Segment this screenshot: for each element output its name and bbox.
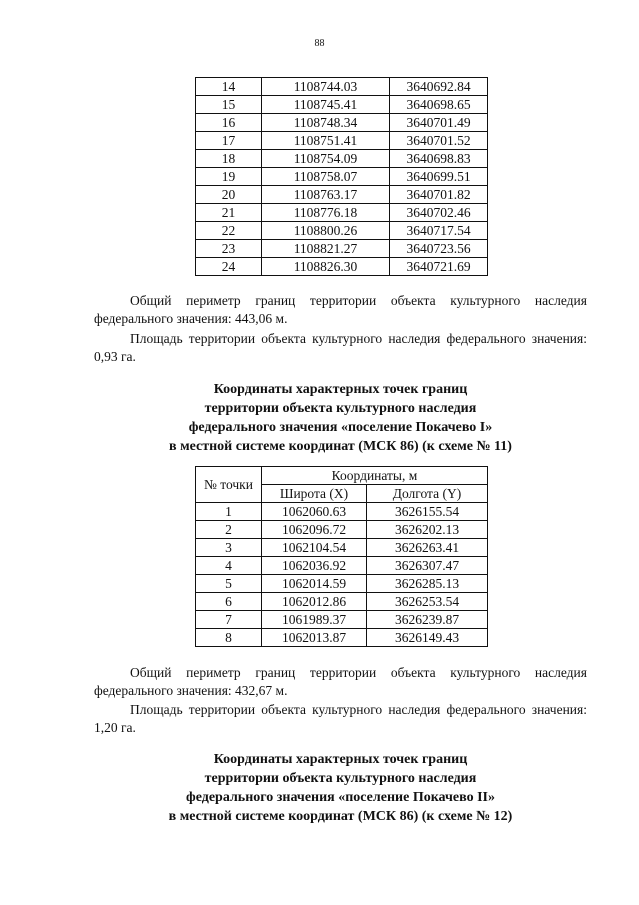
perimeter-paragraph-2	[94, 664, 587, 700]
point-number-cell: 1	[196, 503, 262, 521]
latitude-cell: 1108763.17	[262, 186, 390, 204]
perimeter-text-2: Общий периметр границ территории объекта культурного наследия федерального значения: 432,67 м.	[94, 665, 587, 698]
heading-line: Координаты характерных точек границ	[213, 752, 468, 767]
header-latitude: Широта (X)	[262, 485, 367, 503]
table-row	[196, 521, 488, 539]
point-number-cell: 2	[196, 521, 262, 539]
latitude-cell: 1062014.59	[262, 575, 367, 593]
header-coordinates: Координаты, м	[262, 467, 488, 485]
table-row	[196, 258, 488, 276]
latitude-cell: 1108744.03	[262, 78, 390, 96]
longitude-cell: 3640698.83	[390, 150, 488, 168]
longitude-cell: 3640721.69	[390, 258, 488, 276]
table-row	[196, 629, 488, 647]
longitude-cell: 3640717.54	[390, 222, 488, 240]
latitude-cell: 1108751.41	[262, 132, 390, 150]
latitude-cell: 1062013.87	[262, 629, 367, 647]
table-row	[196, 557, 488, 575]
point-number-cell: 14	[196, 78, 262, 96]
latitude-cell: 1062060.63	[262, 503, 367, 521]
point-number-cell: 18	[196, 150, 262, 168]
longitude-cell: 3626239.87	[367, 611, 488, 629]
table-row	[196, 150, 488, 168]
area-text-1: Площадь территории объекта культурного наследия федерального значения: 0,93 га.	[94, 331, 587, 364]
point-number-cell: 17	[196, 132, 262, 150]
longitude-cell: 3640698.65	[390, 96, 488, 114]
point-number-cell: 23	[196, 240, 262, 258]
table-row	[196, 168, 488, 186]
table-row	[196, 222, 488, 240]
perimeter-paragraph-1	[94, 292, 587, 328]
point-number-cell: 3	[196, 539, 262, 557]
section-heading-pokachevo-2	[94, 750, 587, 826]
section-heading-pokachevo-1	[94, 380, 587, 456]
table-row	[196, 132, 488, 150]
point-number-cell: 16	[196, 114, 262, 132]
table-row	[196, 78, 488, 96]
latitude-cell: 1108821.27	[262, 240, 390, 258]
point-number-cell: 15	[196, 96, 262, 114]
table-row	[196, 575, 488, 593]
heading-line: федерального значения «поселение Покачево I»	[188, 420, 493, 435]
point-number-cell: 21	[196, 204, 262, 222]
point-number-cell: 7	[196, 611, 262, 629]
longitude-cell: 3626155.54	[367, 503, 488, 521]
coordinates-table-continued	[195, 77, 488, 276]
table-row	[196, 204, 488, 222]
area-paragraph-2	[94, 701, 587, 737]
latitude-cell: 1108754.09	[262, 150, 390, 168]
longitude-cell: 3640692.84	[390, 78, 488, 96]
latitude-cell: 1061989.37	[262, 611, 367, 629]
longitude-cell: 3640702.46	[390, 204, 488, 222]
longitude-cell: 3626307.47	[367, 557, 488, 575]
latitude-cell: 1108826.30	[262, 258, 390, 276]
heading-line: федерального значения «поселение Покачево II»	[186, 790, 495, 805]
point-number-cell: 19	[196, 168, 262, 186]
latitude-cell: 1062012.86	[262, 593, 367, 611]
longitude-cell: 3640699.51	[390, 168, 488, 186]
heading-line: Координаты характерных точек границ	[213, 382, 468, 397]
heading-line: в местной системе координат (МСК 86) (к схеме № 11)	[169, 439, 512, 454]
longitude-cell: 3640723.56	[390, 240, 488, 258]
point-number-cell: 24	[196, 258, 262, 276]
header-longitude: Долгота (Y)	[367, 485, 488, 503]
latitude-cell: 1062096.72	[262, 521, 367, 539]
table-row	[196, 240, 488, 258]
point-number-cell: 20	[196, 186, 262, 204]
longitude-cell: 3626253.54	[367, 593, 488, 611]
point-number-cell: 6	[196, 593, 262, 611]
heading-line: территории объекта культурного наследия	[204, 401, 477, 416]
table-row	[196, 503, 488, 521]
latitude-cell: 1062104.54	[262, 539, 367, 557]
latitude-cell: 1108776.18	[262, 204, 390, 222]
header-point-number: № точки	[196, 467, 262, 503]
latitude-cell: 1108745.41	[262, 96, 390, 114]
longitude-cell: 3640701.52	[390, 132, 488, 150]
page-number: 88	[314, 38, 325, 49]
heading-line: территории объекта культурного наследия	[204, 771, 477, 786]
table-row	[196, 593, 488, 611]
heading-line: в местной системе координат (МСК 86) (к схеме № 12)	[168, 809, 513, 824]
latitude-cell: 1108758.07	[262, 168, 390, 186]
latitude-cell: 1062036.92	[262, 557, 367, 575]
table-row	[196, 611, 488, 629]
longitude-cell: 3626149.43	[367, 629, 488, 647]
longitude-cell: 3626285.13	[367, 575, 488, 593]
point-number-cell: 8	[196, 629, 262, 647]
longitude-cell: 3640701.49	[390, 114, 488, 132]
point-number-cell: 5	[196, 575, 262, 593]
latitude-cell: 1108800.26	[262, 222, 390, 240]
table-row	[196, 186, 488, 204]
area-text-2: Площадь территории объекта культурного наследия федерального значения: 1,20 га.	[94, 702, 587, 735]
latitude-cell: 1108748.34	[262, 114, 390, 132]
table-row	[196, 539, 488, 557]
table-row	[196, 114, 488, 132]
table-row	[196, 96, 488, 114]
longitude-cell: 3640701.82	[390, 186, 488, 204]
perimeter-text-1: Общий периметр границ территории объекта культурного наследия федерального значения: 443,06 м.	[94, 293, 587, 326]
point-number-cell: 22	[196, 222, 262, 240]
coordinates-table-pokachevo-1	[195, 466, 488, 647]
longitude-cell: 3626263.41	[367, 539, 488, 557]
point-number-cell: 4	[196, 557, 262, 575]
area-paragraph-1	[94, 330, 587, 366]
longitude-cell: 3626202.13	[367, 521, 488, 539]
